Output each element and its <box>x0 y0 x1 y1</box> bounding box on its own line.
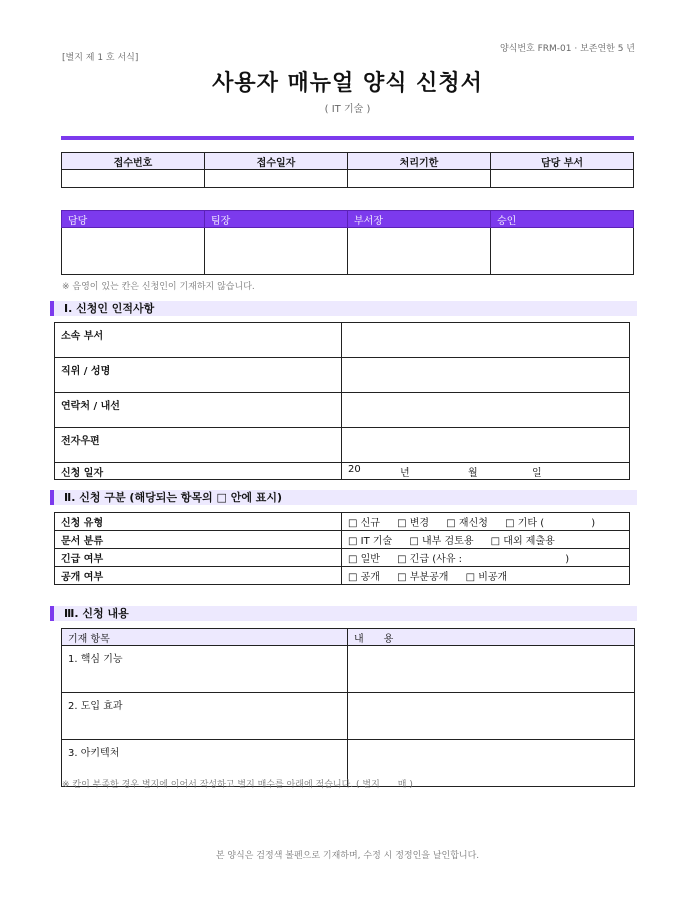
approval-header: 승인 <box>491 211 634 228</box>
type-options <box>342 513 630 531</box>
field-label: 전자우편 <box>55 428 342 463</box>
approval-header: 담당 <box>62 211 205 228</box>
field-label: 소속 부서 <box>55 323 342 358</box>
section-3-heading <box>50 606 637 621</box>
checkbox-change[interactable]: □ 변경 <box>397 518 430 529</box>
contact-input[interactable] <box>342 393 630 428</box>
content-input[interactable] <box>348 693 635 740</box>
receipt-date-field[interactable] <box>205 170 348 188</box>
field-label: 문서 분류 <box>55 531 342 549</box>
content-table <box>61 628 635 787</box>
field-label: 공개 여부 <box>55 567 342 585</box>
approval-header: 팀장 <box>205 211 348 228</box>
section-title: Ⅱ. 신청 구분 (해당되는 항목의 □ 안에 표시) <box>64 491 283 504</box>
signature-box[interactable] <box>348 228 491 275</box>
content-note: ※ 칸이 부족한 경우 별지에 이어서 작성하고 별지 매수를 아래에 적습니다. ( 별지 매 ) <box>62 780 413 790</box>
urgency-options <box>342 549 630 567</box>
urgent-close-paren: ) <box>565 554 570 565</box>
approval-table <box>61 210 634 275</box>
page-subtitle: ( IT 기술 ) <box>324 104 371 115</box>
email-input[interactable] <box>342 428 630 463</box>
field-label: 직위 / 성명 <box>55 358 342 393</box>
signature-box[interactable] <box>62 228 205 275</box>
application-type-table <box>54 512 630 585</box>
approval-header: 부서장 <box>348 211 491 228</box>
position-name-input[interactable] <box>342 358 630 393</box>
category-options <box>342 531 630 549</box>
signature-box[interactable] <box>491 228 634 275</box>
form-tag: [별지 제 1 호 서식] <box>62 53 139 63</box>
checkbox-external[interactable]: □ 대외 제출용 <box>490 536 555 547</box>
date-year-prefix: 20 <box>348 464 361 475</box>
title-divider <box>61 136 634 140</box>
footer-note: 본 양식은 검정색 볼펜으로 기재하며, 수정 시 정정인을 날인합니다. <box>215 851 480 861</box>
receipt-header: 처리기한 <box>348 153 491 170</box>
checkbox-other[interactable]: □ 기타 ( <box>505 518 545 529</box>
checkbox-reapply[interactable]: □ 재신청 <box>446 518 488 529</box>
form-number: 양식번호 FRM-01 · 보존연한 5 년 <box>499 44 635 54</box>
applicant-table <box>54 322 630 480</box>
date-day-label: 일 <box>532 468 542 479</box>
section-title: Ⅲ. 신청 내용 <box>64 607 129 620</box>
department-input[interactable] <box>342 323 630 358</box>
application-date-input[interactable] <box>342 463 630 480</box>
content-item-label: 2. 도입 효과 <box>62 693 348 740</box>
content-item-label: 3. 아키텍처 <box>62 740 348 787</box>
content-input[interactable] <box>348 646 635 693</box>
field-label: 연락처 / 내선 <box>55 393 342 428</box>
checkbox-it[interactable]: □ IT 기술 <box>348 536 393 547</box>
deadline-field[interactable] <box>348 170 491 188</box>
field-label: 신청 유형 <box>55 513 342 531</box>
date-month-label: 월 <box>468 468 478 479</box>
section-1-heading <box>50 301 637 316</box>
receipt-header: 접수일자 <box>205 153 348 170</box>
content-item-label: 1. 핵심 기능 <box>62 646 348 693</box>
field-label: 신청 일자 <box>55 463 342 480</box>
receipt-number-field[interactable] <box>62 170 205 188</box>
department-field[interactable] <box>491 170 634 188</box>
approval-note: ※ 음영이 있는 칸은 신청인이 기재하지 않습니다. <box>62 282 255 292</box>
page-title: 사용자 매뉴얼 양식 신청서 <box>212 71 483 96</box>
receipt-header: 담당 부서 <box>491 153 634 170</box>
receipt-table <box>61 152 634 188</box>
section-title: Ⅰ. 신청인 인적사항 <box>64 302 155 315</box>
section-2-heading <box>50 490 637 505</box>
other-close-paren: ) <box>591 518 596 529</box>
checkbox-internal[interactable]: □ 내부 검토용 <box>409 536 474 547</box>
checkbox-normal[interactable]: □ 일반 <box>348 554 380 565</box>
receipt-header: 접수번호 <box>62 153 205 170</box>
date-year-label: 년 <box>400 468 410 479</box>
field-label: 긴급 여부 <box>55 549 342 567</box>
disclosure-options <box>342 567 630 585</box>
content-header-item: 기재 항목 <box>62 629 348 646</box>
checkbox-urgent[interactable]: □ 긴급 (사유 : <box>397 554 463 565</box>
checkbox-public[interactable]: □ 공개 <box>348 572 380 583</box>
checkbox-private[interactable]: □ 비공개 <box>465 572 508 583</box>
checkbox-new[interactable]: □ 신규 <box>348 518 380 529</box>
content-header-content: 내 용 <box>348 629 635 646</box>
checkbox-partial[interactable]: □ 부분공개 <box>397 572 449 583</box>
signature-box[interactable] <box>205 228 348 275</box>
